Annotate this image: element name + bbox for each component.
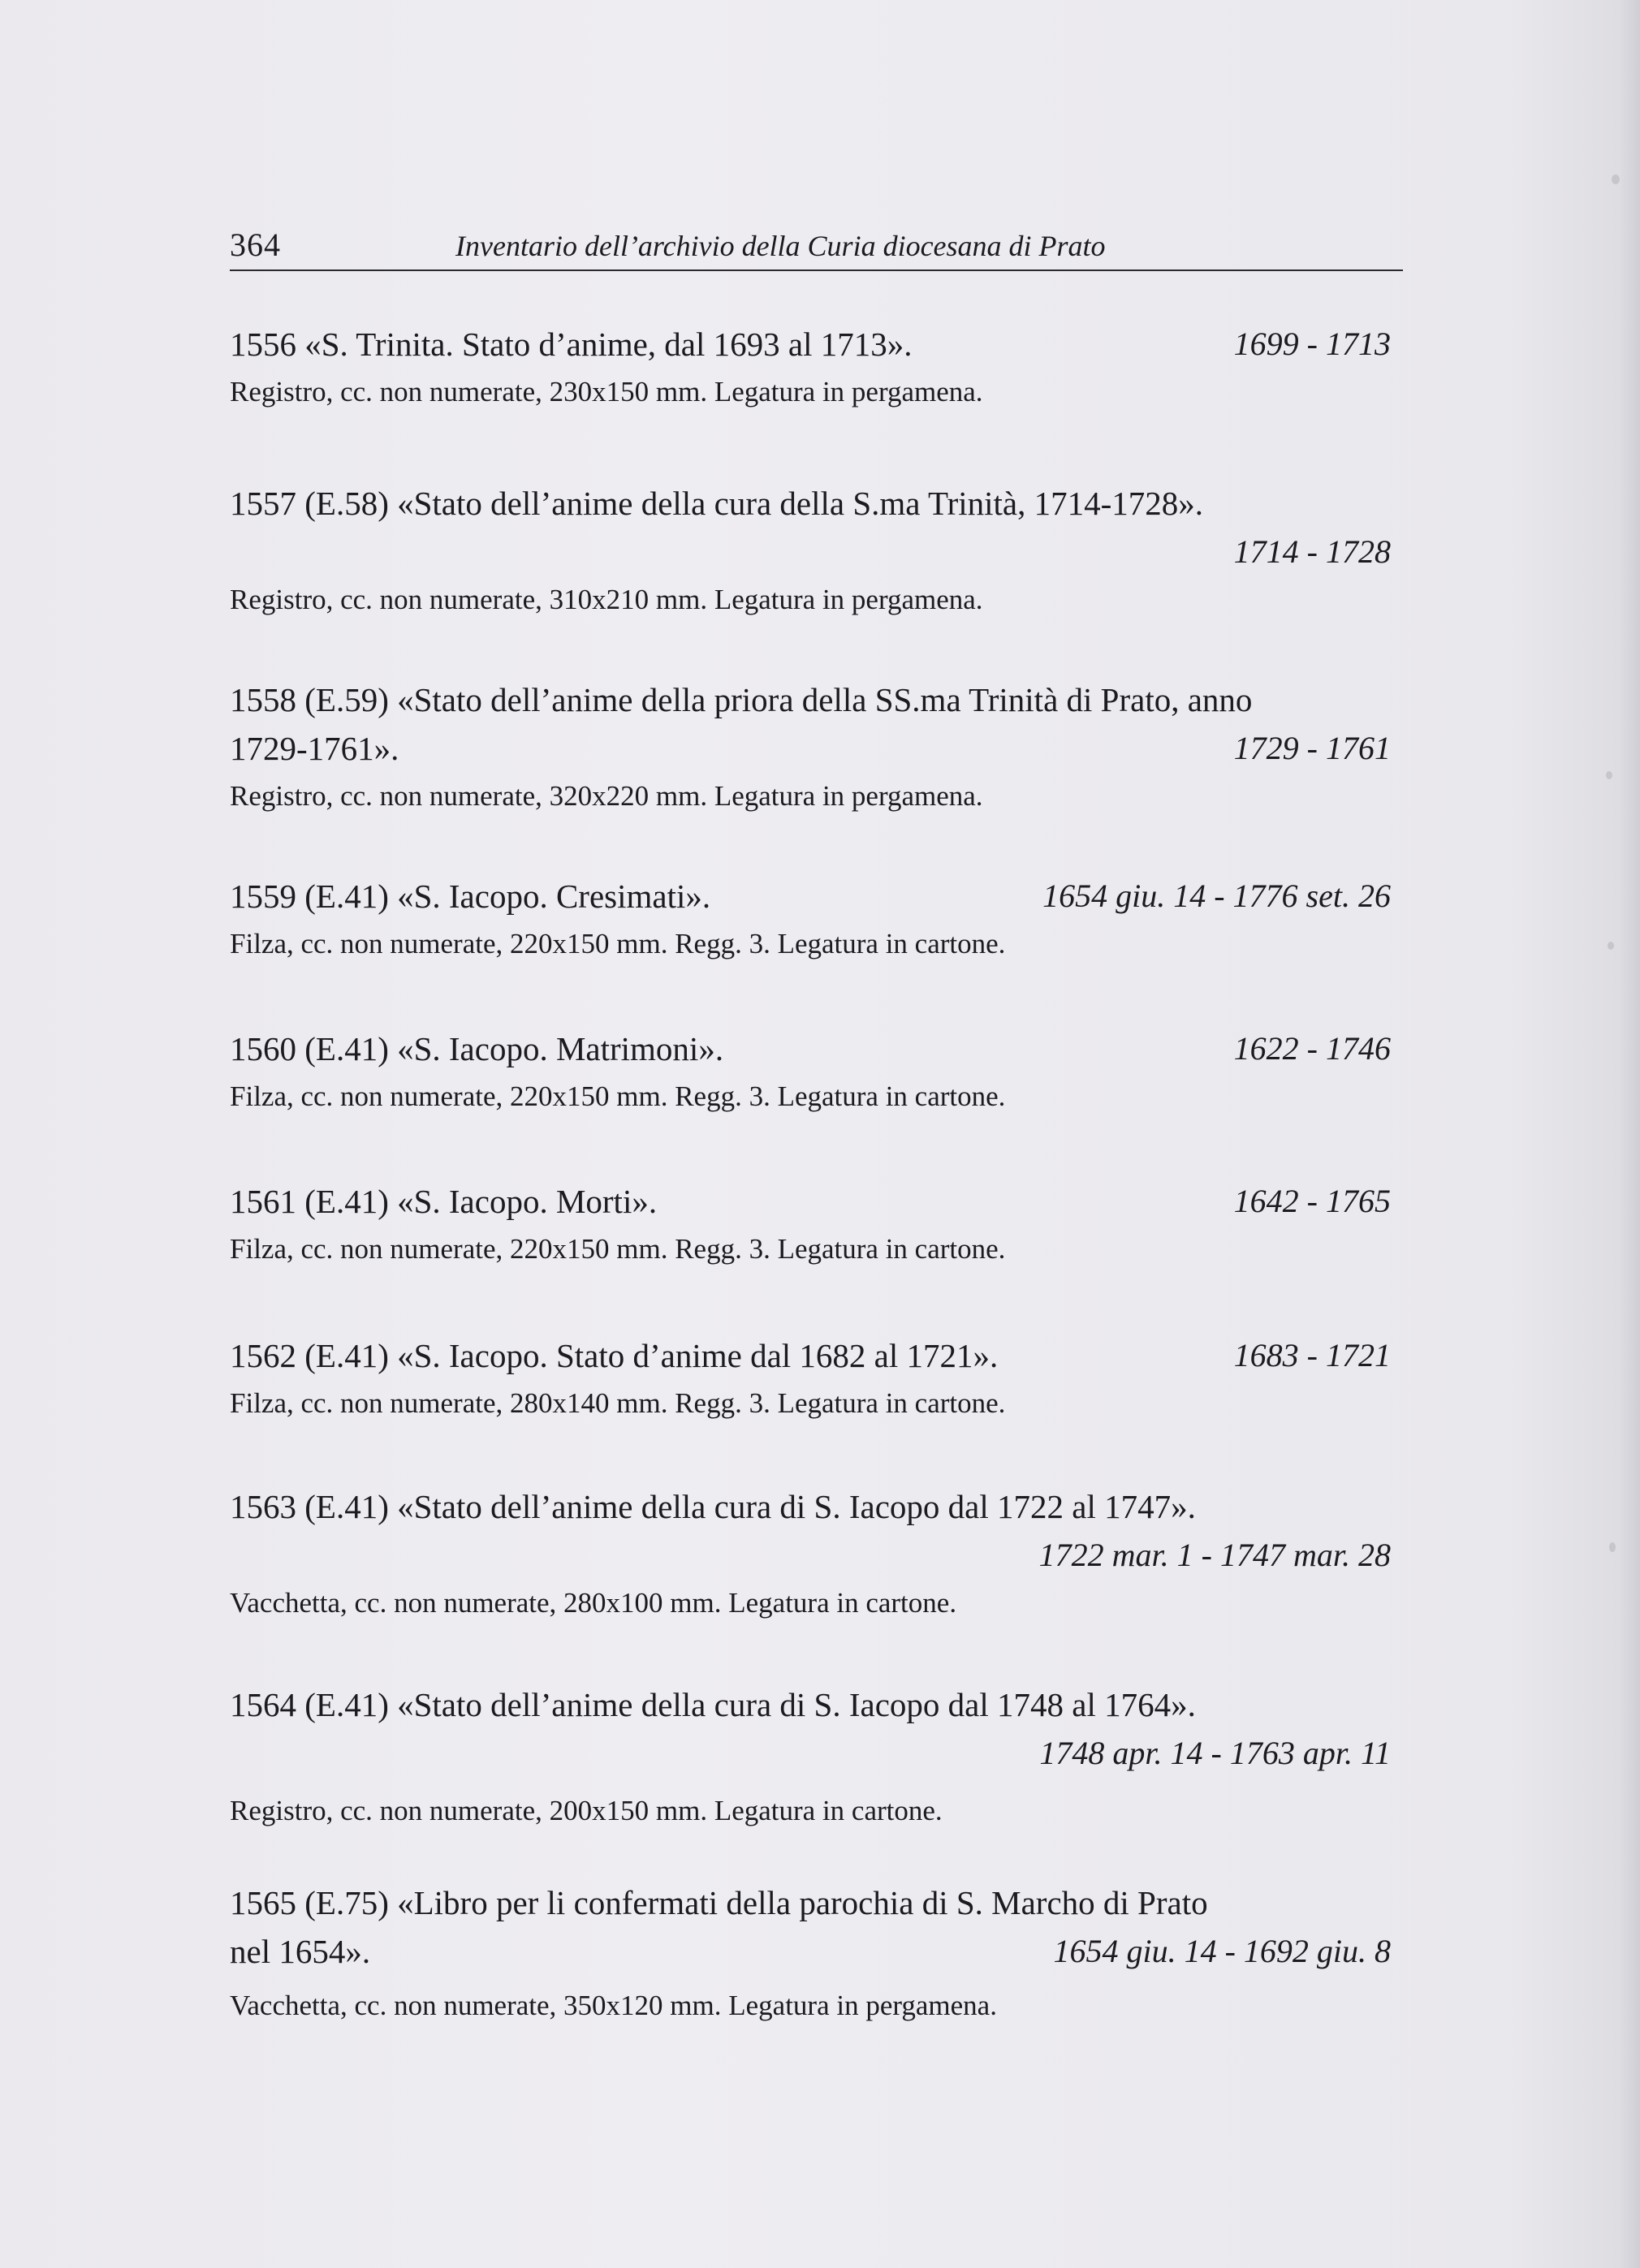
entry-description: Filza, cc. non numerate, 220x150 mm. Regg. 3. Legatura in cartone.	[230, 1233, 1006, 1265]
entry-title-continued: 1729-1761».	[230, 730, 399, 767]
entry-title: 1565 (E.75) «Libro per li confermati della parochia di S. Marcho di Prato	[230, 1884, 1208, 1921]
entry-title: 1556 «S. Trinita. Stato d’anime, dal 1693 al 1713».	[230, 326, 913, 363]
paper-speck	[1612, 175, 1620, 184]
entry-title-line	[230, 1331, 1399, 1380]
entry-description: Registro, cc. non numerate, 310x210 mm. Legatura in pergamena.	[230, 584, 983, 615]
entry-description: Filza, cc. non numerate, 220x150 mm. Regg. 3. Legatura in cartone.	[230, 928, 1006, 959]
catalog-entry	[230, 1024, 1399, 1117]
entry-description: Filza, cc. non numerate, 220x150 mm. Regg. 3. Legatura in cartone.	[230, 1080, 1006, 1112]
entry-date: 1654 giu. 14 - 1692 giu. 8	[1053, 1933, 1391, 1969]
entry-title-line	[230, 872, 1399, 921]
entry-title-line	[230, 1878, 1399, 1927]
entry-description: Vacchetta, cc. non numerate, 350x120 mm. Legatura in pergamena.	[230, 1990, 997, 2021]
paper-speck	[1608, 942, 1614, 950]
entry-date-line	[230, 528, 1399, 576]
entry-title-line	[230, 1024, 1399, 1073]
page-header	[230, 219, 1403, 271]
entry-title-line	[230, 724, 1399, 773]
entry-date-line	[230, 1531, 1399, 1580]
catalog-entry	[230, 1177, 1399, 1270]
entry-description: Filza, cc. non numerate, 280x140 mm. Regg. 3. Legatura in cartone.	[230, 1387, 1006, 1419]
catalog-entry	[230, 675, 1399, 817]
running-title: Inventario dell’archivio della Curia diocesana di Prato	[455, 230, 1106, 262]
catalog-entry	[230, 872, 1399, 964]
entry-title-line	[230, 675, 1399, 724]
entry-date: 1748 apr. 14 - 1763 apr. 11	[1039, 1735, 1391, 1771]
catalog-entry	[230, 1878, 1399, 2026]
entry-date: 1622 - 1746	[1233, 1030, 1391, 1067]
catalog-entry	[230, 320, 1399, 412]
entry-title: 1563 (E.41) «Stato dell’anime della cura di S. Iacopo dal 1722 al 1747».	[230, 1488, 1196, 1525]
entry-description: Registro, cc. non numerate, 230x150 mm. Legatura in pergamena.	[230, 376, 983, 407]
entry-date: 1722 mar. 1 - 1747 mar. 28	[1038, 1537, 1391, 1573]
entry-title-line	[230, 1177, 1399, 1226]
entry-description: Registro, cc. non numerate, 320x220 mm. Legatura in pergamena.	[230, 780, 983, 812]
page-edge	[1621, 0, 1640, 2268]
entry-title: 1558 (E.59) «Stato dell’anime della priora della SS.ma Trinità di Prato, anno	[230, 681, 1253, 718]
entry-title: 1560 (E.41) «S. Iacopo. Matrimoni».	[230, 1030, 724, 1067]
entry-title-line	[230, 320, 1399, 369]
paper-speck	[1606, 771, 1612, 779]
entry-date: 1654 giu. 14 - 1776 set. 26	[1042, 877, 1391, 914]
page-number: 364	[230, 226, 281, 263]
entry-date-line	[230, 1729, 1399, 1778]
entry-title: 1562 (E.41) «S. Iacopo. Stato d’anime dal 1682 al 1721».	[230, 1337, 999, 1374]
catalog-entry	[230, 479, 1399, 620]
entry-title-line	[230, 1927, 1399, 1976]
entry-title: 1559 (E.41) «S. Iacopo. Cresimati».	[230, 877, 711, 915]
entry-title-line	[230, 1680, 1399, 1729]
entry-description: Registro, cc. non numerate, 200x150 mm. Legatura in cartone.	[230, 1795, 943, 1826]
entry-title-line	[230, 479, 1399, 528]
entry-title: 1561 (E.41) «S. Iacopo. Morti».	[230, 1183, 658, 1220]
entry-date: 1729 - 1761	[1233, 730, 1391, 766]
entry-date: 1714 - 1728	[1233, 533, 1391, 570]
entry-description: Vacchetta, cc. non numerate, 280x100 mm. Legatura in cartone.	[230, 1587, 957, 1619]
catalog-entry	[230, 1331, 1399, 1424]
entry-date: 1642 - 1765	[1233, 1183, 1391, 1219]
entry-title-continued: nel 1654».	[230, 1933, 371, 1970]
entry-date: 1699 - 1713	[1233, 326, 1391, 362]
entry-title: 1557 (E.58) «Stato dell’anime della cura della S.ma Trinità, 1714-1728».	[230, 485, 1204, 522]
entry-date: 1683 - 1721	[1233, 1337, 1391, 1373]
catalog-entry	[230, 1680, 1399, 1831]
entry-title: 1564 (E.41) «Stato dell’anime della cura di S. Iacopo dal 1748 al 1764».	[230, 1686, 1196, 1723]
paper-speck	[1609, 1542, 1616, 1552]
entry-title-line	[230, 1482, 1399, 1531]
catalog-entry	[230, 1482, 1399, 1623]
